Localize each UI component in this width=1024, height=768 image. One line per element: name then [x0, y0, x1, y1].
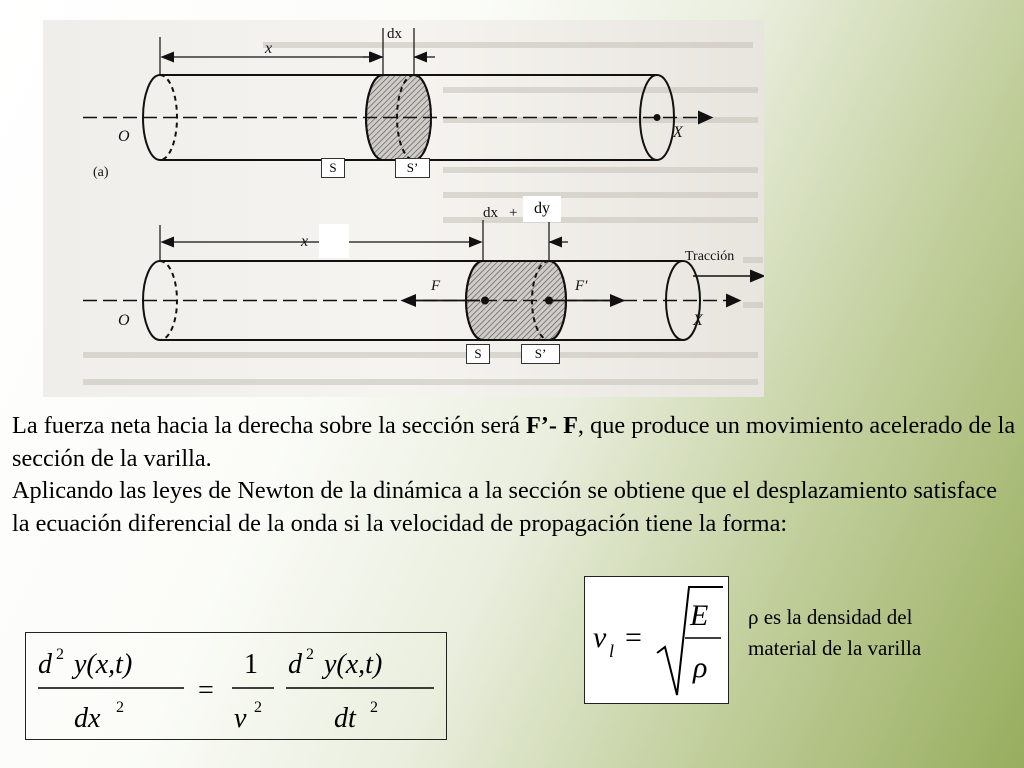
density-note-line2: material de la varilla — [748, 636, 922, 660]
paragraph-newton: Aplicando las leyes de Newton de la dinámica a la sección se obtiene que el desplazamiento satisface la ecuación diferencial de la onda si la velocidad de propagación tiene la forma: — [12, 477, 997, 537]
eq-d-num-right: d — [288, 649, 302, 680]
bottom-dim-dy: dy — [523, 196, 561, 222]
bottom-origin: O — [118, 312, 130, 329]
top-origin: O — [118, 128, 130, 145]
wave-equation-box — [25, 632, 447, 740]
top-panel-label: (a) — [93, 165, 109, 180]
x-label-mask — [319, 224, 349, 258]
bottom-rod — [83, 220, 763, 340]
top-dim-x: x — [265, 40, 273, 57]
vel-equals: = — [625, 621, 642, 654]
bottom-section-s-prime-label: S’ — [521, 344, 560, 364]
vel-sub-l: l — [609, 641, 615, 661]
eq-v: v — [234, 703, 247, 734]
net-force-text-post: , que produce un movimiento acelerado de la sección de la varilla. — [12, 412, 1016, 472]
vel-rho: ρ — [693, 651, 708, 684]
net-force-bold: F’- F — [525, 412, 578, 439]
paragraph-net-force — [12, 410, 1017, 475]
rod-diagram-svg — [43, 20, 764, 397]
rod-diagram — [43, 20, 764, 397]
bottom-axis: X — [693, 312, 703, 329]
density-note-line1: ρ es la densidad del — [748, 605, 913, 629]
eq-yxt-left: y(x,t) — [74, 649, 133, 680]
force-f-label: F — [431, 278, 441, 294]
eq-equals: = — [198, 675, 214, 706]
bottom-labels — [118, 205, 734, 329]
eq-one: 1 — [244, 649, 258, 680]
velocity-formula-svg — [585, 577, 728, 703]
bottom-dim-dx: dx — [483, 205, 498, 221]
vel-v: v — [593, 621, 607, 654]
eq-v-sup2: 2 — [254, 699, 262, 716]
velocity-formula-box — [584, 576, 729, 704]
top-axis: X — [673, 124, 683, 141]
wave-equation-svg — [26, 633, 446, 739]
eq-sup2-right: 2 — [306, 646, 314, 663]
eq-yxt-right: y(x,t) — [324, 649, 383, 680]
eq-dt: dt — [334, 703, 356, 734]
top-section-s-prime-label: S’ — [395, 158, 430, 178]
eq-dx: dx — [74, 703, 101, 734]
eq-sup2-left: 2 — [56, 646, 64, 663]
force-f-prime-label: F′ — [575, 278, 588, 294]
bottom-dim-x: x — [301, 233, 309, 250]
eq-d-num-left: d — [38, 649, 52, 680]
bottom-plus: + — [509, 205, 518, 221]
net-force-text-pre: La fuerza neta hacia la derecha sobre la sección será — [12, 412, 526, 439]
density-note — [748, 602, 1018, 664]
eq-dt-sup2: 2 — [370, 699, 378, 716]
eq-dx-sup2: 2 — [116, 699, 124, 716]
top-dim-dx: dx — [387, 26, 402, 42]
top-section-s-label: S — [321, 158, 345, 178]
traccion-label: Tracción — [685, 249, 735, 264]
explanation-text — [12, 410, 1017, 540]
bottom-section-s-label: S — [466, 344, 490, 364]
vel-e: E — [690, 599, 709, 632]
